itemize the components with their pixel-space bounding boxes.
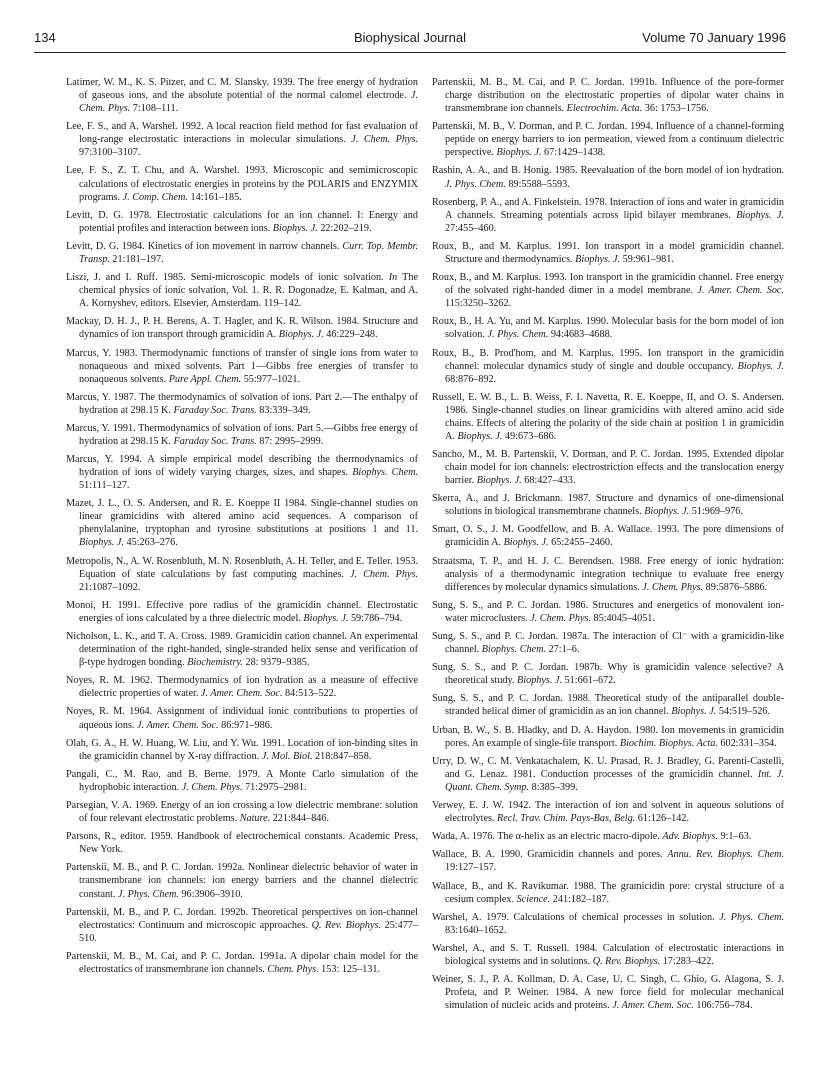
reference-text: Lee, F. S., and A. Warshel. 1992. A local reaction field method for fast evaluation of long-range electrostatic interactions in molecular simulations. xyxy=(66,121,418,146)
reference-citation: 61:126–142. xyxy=(635,813,689,825)
reference-citation: 49:673–686. xyxy=(502,430,557,442)
reference-journal: Biophys. J. xyxy=(303,612,349,624)
reference-text: Noyes, R. M. 1962. Thermodynamics of ion hydration as a measure of effective dielectric properties of water. xyxy=(66,675,418,700)
reference-entry xyxy=(432,692,784,718)
reference-citation: 71:2975–2981. xyxy=(242,781,307,793)
reference-citation: 51:661–672. xyxy=(562,675,616,687)
reference-text: Nicholson, L. K., and T. A. Cross. 1989. Gramicidin cation channel. An experimental determination of the right-handed, single-stranded helix sense and verification of β-type hydrogen bonding. xyxy=(66,631,418,669)
reference-entry xyxy=(432,271,784,310)
reference-entry xyxy=(66,768,418,794)
reference-text: Urry, D. W., C. M. Venkatachalem, K. U. Prasad, R. J. Bradley, G. Parenti-Castelli, and G. Lenaz. 1981. Conduction processes of the gramicidin channel. xyxy=(432,755,784,780)
reference-citation: 55:977–1021. xyxy=(241,373,301,385)
reference-entry xyxy=(432,120,784,159)
reference-citation: 8:385–399. xyxy=(529,781,578,793)
reference-citation: 83:339–349. xyxy=(256,404,311,416)
reference-journal: J. Phys. Chem. xyxy=(487,329,549,341)
reference-citation: 85:4045–4051. xyxy=(590,612,655,624)
reference-entry xyxy=(66,347,418,386)
reference-citation: 68:876–892. xyxy=(445,373,497,385)
reference-citation: 221:844–846. xyxy=(270,813,330,825)
reference-citation: 27:455–460. xyxy=(445,222,497,234)
reference-entry xyxy=(432,391,784,443)
reference-text: Partenskii, M. B., M. Cai, and P. C. Jordan. 1991b. Influence of the pore-former charge distribution on the electrostatic properties of dipolar water chains in transmembrane ion channels. xyxy=(432,77,784,115)
reference-text: Marcus, Y. 1991. Thermodynamics of solvation of ions. Part 5.—Gibbs free energy of hydration at 298.15 K. xyxy=(66,422,418,447)
reference-text: Russell, E. W. B., L. B. Weiss, F. I. Navetta, R. E. Koeppe, II, and O. S. Andersen. 1986. Single-channel studies on linear gramicidins with altered amino acid side chains. Effects of altering the polarity of the side chain at position 1 in gramicidin A. xyxy=(432,391,784,442)
reference-citation: 28: 9379–9385. xyxy=(242,657,310,669)
reference-text: Roux, B., and M. Karplus. 1991. Ion transport in a model gramicidin channel. Structure and thermodynamics. xyxy=(432,240,784,265)
reference-entry xyxy=(66,497,418,549)
reference-journal: Adv. Biophys. xyxy=(662,831,718,843)
reference-citation: 106:756–784. xyxy=(693,1000,753,1012)
volume-date: Volume 70 January 1996 xyxy=(642,30,786,45)
reference-journal: J. Chem. Phys. xyxy=(350,568,418,580)
reference-text: Urban, B. W., S. B. Hladky, and D. A. Haydon. 1980. Ion movements in gramicidin pores. An example of single-file transport. xyxy=(432,724,784,749)
reference-text: Verwey, E. J. W. 1942. The interaction of ion and solvent in aqueous solutions of electrolytes. xyxy=(432,800,784,825)
reference-text: Latimer, W. M., K. S. Pitzer, and C. M. Slansky. 1939. The free energy of hydration of gaseous ions, and the absolute potential of the normal calomel electrode. xyxy=(66,77,418,102)
reference-citation: 27:1–6. xyxy=(546,644,580,656)
reference-citation: 86:971–986. xyxy=(218,719,273,731)
reference-journal: Biophys. J. xyxy=(517,675,563,687)
reference-entry xyxy=(66,164,418,203)
reference-journal: J. Amer. Chem. Soc. xyxy=(697,285,784,297)
reference-entry xyxy=(432,755,784,794)
reference-citation: 218:847–858. xyxy=(312,750,372,762)
reference-journal: J. Comp. Chem. xyxy=(122,191,188,203)
reference-citation: 45:263–276. xyxy=(123,537,178,549)
reference-citation: 25:477–510. xyxy=(79,919,418,944)
reference-text: Wallace, B., and K. Ravikumar. 1988. The gramicidin pore: crystal structure of a cesium complex. xyxy=(432,880,784,905)
reference-citation: 67:1429–1438. xyxy=(541,147,606,159)
reference-journal: Biophys. J. xyxy=(272,222,318,234)
reference-journal: J. Mol. Biol. xyxy=(261,750,313,762)
reference-journal: Electrochim. Acta. xyxy=(566,103,643,115)
reference-text: Pangali, C., M. Rao, and B. Berne. 1979. A Monte Carlo simulation of the hydrophobic interaction. xyxy=(66,768,418,793)
reference-entry xyxy=(432,724,784,750)
reference-text: Warshel, A., and S. T. Russell. 1984. Calculation of electrostatic interactions in biological systems and in solutions. xyxy=(432,942,784,967)
reference-citation: 115:3250–3262. xyxy=(445,298,512,310)
reference-journal: In xyxy=(388,272,398,284)
reference-entry xyxy=(432,942,784,968)
reference-entry xyxy=(66,950,418,976)
reference-entry xyxy=(432,661,784,687)
reference-citation: 59:786–794. xyxy=(348,612,403,624)
reference-journal: Biophys. J. xyxy=(79,537,124,549)
reference-journal: J. Chem. Phys. xyxy=(181,781,243,793)
reference-journal: Biophys. Chem. xyxy=(352,467,418,479)
reference-text: Wada, A. 1976. The α-helix as an electric macro-dipole. xyxy=(432,831,663,843)
reference-entry xyxy=(432,599,784,625)
reference-citation: 14:161–185. xyxy=(187,191,242,203)
reference-entry xyxy=(66,630,418,669)
reference-text: Mackay, D. H. J., P. H. Berens, A. T. Hagler, and K. R. Wilson. 1984. Structure and dynamics of ion transport through gramicidin A. xyxy=(66,316,418,341)
reference-text: Partenskii, M. B., V. Dorman, and P. C. Jordan. 1994. Influence of a channel-forming peptide on energy barriers to ion permeation, viewed from a continuum dielectric perspective. xyxy=(432,121,784,159)
reference-entry xyxy=(432,492,784,518)
page-number: 134 xyxy=(34,30,56,45)
reference-text: Partenskii, M. B., M. Cai, and P. C. Jordan. 1991a. A dipolar chain model for the electrostatics of transmembrane ion channels. xyxy=(66,950,418,975)
reference-entry xyxy=(66,861,418,900)
reference-text: Rosenberg, P. A., and A. Finkelstein. 1978. Interaction of ions and water in gramicidin A channels. Streaming potentials across lipid bilayer membranes. xyxy=(432,196,784,221)
reference-journal: Q. Rev. Biophys. xyxy=(311,919,382,931)
reference-journal: Chem. Phys. xyxy=(267,963,319,975)
reference-entry xyxy=(66,76,418,115)
reference-journal: Biophys. J. xyxy=(575,253,621,265)
reference-citation: 21:1087–1092. xyxy=(79,581,141,593)
references-right-column xyxy=(432,76,784,1017)
reference-text: Roux, B., and M. Karplus. 1993. Ion transport in the gramicidin channel. Free energy of the solvated right-handed dimer in a model membrane. xyxy=(432,272,784,297)
reference-journal: J. Chem. Phys. xyxy=(79,90,418,115)
reference-text: Liszi, J. and I. Ruff. 1985. Semi-microscopic models of ionic solvation. xyxy=(66,272,389,284)
reference-journal: Biophys. J. xyxy=(457,430,503,442)
reference-entry xyxy=(66,240,418,266)
reference-journal: J. Amer. Chem. Soc. xyxy=(137,719,219,731)
reference-text: Sung, S. S., and P. C. Jordan. 1987a. The interaction of Cl⁻ with a gramicidin-like channel. xyxy=(432,631,784,656)
reference-text: Levitt, D. G. 1978. Electrostatic calculations for an ion channel. I: Energy and potential profiles and interaction between ions. xyxy=(66,209,418,234)
reference-text: Noyes, R. M. 1964. Assignment of individual ionic contributions to properties of aqueous ions. xyxy=(66,706,418,731)
reference-entry xyxy=(66,737,418,763)
reference-journal: Biophys. J. xyxy=(278,329,324,341)
reference-entry xyxy=(66,555,418,594)
reference-entry xyxy=(66,674,418,700)
reference-journal: Biophys. J. xyxy=(736,209,784,221)
reference-entry xyxy=(432,315,784,341)
reference-journal: J. Chem. Phys. xyxy=(530,612,591,624)
reference-entry xyxy=(432,973,784,1012)
reference-text: Roux, B., H. A. Yu, and M. Karplus. 1990. Molecular basis for the born model of ion solvation. xyxy=(432,316,784,341)
reference-entry xyxy=(432,555,784,594)
reference-citation: 96:3906–3910. xyxy=(178,888,243,900)
reference-text: Sung, S. S., and P. C. Jordan. 1986. Structures and energetics of monovalent ion-water microclusters. xyxy=(432,599,784,624)
reference-text: Olah, G. A., H. W. Huang, W. Liu, and Y. Wu. 1991. Location of ion-binding sites in the gramicidin channel by X-ray diffraction. xyxy=(66,737,418,762)
reference-entry xyxy=(66,422,418,448)
reference-journal: Biochemistry. xyxy=(187,657,243,669)
reference-entry xyxy=(66,906,418,945)
reference-entry xyxy=(66,453,418,492)
reference-journal: Nature. xyxy=(239,813,271,825)
reference-citation: 84:513–522. xyxy=(282,688,337,700)
header-rule xyxy=(34,52,786,53)
reference-entry xyxy=(66,599,418,625)
reference-text: Roux, B., B. Prod'hom, and M. Karplus. 1995. Ion transport in the gramicidin channel: molecular dynamics study of single and double occupancy. xyxy=(432,347,784,372)
reference-journal: Faraday Soc. Trans. xyxy=(173,404,257,416)
reference-citation: 22:202–219. xyxy=(317,222,372,234)
reference-text: Marcus, Y. 1994. A simple empirical model describing the thermodynamics of hydration of ions of widely varying charges, sizes, and shapes. xyxy=(66,454,418,479)
reference-journal: J. Phys. Chem. xyxy=(445,178,506,190)
reference-journal: Biophys. J. xyxy=(496,147,542,159)
reference-text: Weiner, S. J., P. A. Kollman, D. A. Case, U. C. Singh, C. Ghio, G. Alagona, S. J. Profeta, and P. Weiner. 1984. A new force field for molecular mechanical simulation of nucleic acids and proteins. xyxy=(432,974,784,1012)
reference-entry xyxy=(66,315,418,341)
reference-journal: J. Chem. Phys. xyxy=(351,134,419,146)
reference-citation: 7:108–111. xyxy=(130,103,179,115)
reference-journal: Pure Appl. Chem. xyxy=(168,373,242,385)
reference-journal: Recl. Trav. Chim. Pays-Bas, Belg. xyxy=(497,813,636,825)
reference-text: Smart, O. S., J. M. Goodfellow, and B. A. Wallace. 1993. The pore dimensions of gramicidin A. xyxy=(432,524,784,549)
reference-text: Parsegian, V. A. 1969. Energy of an ion crossing a low dielectric membrane: solution of four relevant electrostatic problems. xyxy=(66,800,418,825)
references-left-column xyxy=(66,76,418,981)
reference-text: Sancho, M., M. B. Partenskii, V. Dorman, and P. C. Jordan. 1995. Extended dipolar chain model for ion channels: electrostriction effects and the translocation energy barrier. xyxy=(432,449,784,487)
reference-journal: Biophys. J. xyxy=(644,506,690,518)
reference-entry xyxy=(432,240,784,266)
reference-entry xyxy=(432,76,784,115)
reference-journal: Annu. Rev. Biophys. Chem. xyxy=(667,849,785,861)
reference-citation: 89:5588–5593. xyxy=(505,178,570,190)
reference-text: Marcus, Y. 1987. The thermodynamics of solvation of ions. Part 2.—The enthalpy of hydration at 298.15 K. xyxy=(66,391,418,416)
reference-text: Levitt, D. G. 1984. Kinetics of ion movement in narrow channels. xyxy=(66,240,343,252)
reference-entry xyxy=(66,705,418,731)
reference-text: Partenskii, M. B., and P. C. Jordan. 1992b. Theoretical perspectives on ion-channel electrostatics: Continuum and microscopic approaches. xyxy=(66,906,418,931)
reference-entry xyxy=(432,347,784,386)
reference-citation: 19:127–157. xyxy=(445,862,497,874)
reference-citation: 36: 1753–1756. xyxy=(642,103,709,115)
reference-text: Rashin, A. A., and B. Honig. 1985. Reevaluation of the born model of ion hydration. xyxy=(432,165,784,177)
reference-text: Straatsma, T. P., and H. J. C. Berendsen. 1988. Free energy of ionic hydration: analysis of a thermodynamic integration technique to evaluate free energy differences by molecular dynamics simulations. xyxy=(432,555,784,593)
reference-citation: 46:229–248. xyxy=(323,329,378,341)
reference-journal: Science. xyxy=(516,893,551,905)
reference-citation: 51:111–127. xyxy=(79,480,130,492)
reference-text: Metropolis, N., A. W. Rosenbluth, M. N. Rosenbluth, A. H. Teller, and E. Teller. 1953. Equation of state calculations by fast computing machines. xyxy=(66,555,418,580)
reference-entry xyxy=(66,120,418,159)
reference-journal: Biophys. J. xyxy=(476,475,522,487)
reference-journal: Biophys. J. xyxy=(671,706,717,718)
reference-entry xyxy=(66,799,418,825)
reference-text: Partenskii, M. B., and P. C. Jordan. 1992a. Nonlinear dielectric behavior of water in transmembrane ion channels: ion energy barriers and the channel dielectric constant. xyxy=(66,862,418,900)
reference-citation: 153: 125–131. xyxy=(318,963,381,975)
reference-journal: J. Phys. Chem. xyxy=(118,888,179,900)
reference-citation: 51:969–976. xyxy=(689,506,743,518)
reference-entry xyxy=(432,196,784,235)
reference-citation: 87: 2995–2999. xyxy=(256,435,324,447)
reference-entry xyxy=(432,848,784,874)
reference-citation: 241:182–187. xyxy=(550,893,610,905)
reference-citation: 65:2455–2460. xyxy=(548,537,613,549)
reference-citation: 89:5876–5886. xyxy=(703,581,768,593)
reference-journal: Biochim. Biophys. Acta. xyxy=(619,737,718,749)
reference-citation: 83:1640–1652. xyxy=(445,924,507,936)
reference-entry xyxy=(66,209,418,235)
reference-entry xyxy=(432,799,784,825)
reference-citation: 21:181–197. xyxy=(109,253,164,265)
reference-citation: 97:3100–3107. xyxy=(79,147,141,159)
reference-text: Monoi, H. 1991. Effective pore radius of the gramicidin channel. Electrostatic energies of ions calculated by a three dielectric model. xyxy=(66,599,418,624)
reference-journal: J. Phys. Chem. xyxy=(719,911,784,923)
reference-entry xyxy=(432,164,784,190)
reference-entry xyxy=(66,271,418,310)
reference-text: Wallace, B. A. 1990. Gramicidin channels and pores. xyxy=(432,849,668,861)
reference-entry xyxy=(66,391,418,417)
reference-text: Sung, S. S., and P. C. Jordan. 1988. Theoretical study of the antiparallel double-stranded helical dimer of gramicidin as an ion channel. xyxy=(432,693,784,718)
reference-journal: Faraday Soc. Trans. xyxy=(173,435,257,447)
reference-text: Skerra, A., and J. Brickmann. 1987. Structure and dynamics of one-dimensional solutions in biological transmembrane channels. xyxy=(432,493,784,518)
reference-journal: J. Chem. Phys. xyxy=(642,581,704,593)
reference-entry xyxy=(432,880,784,906)
reference-entry xyxy=(432,448,784,487)
reference-citation: 94:4683–4688. xyxy=(548,329,613,341)
reference-journal: J. Amer. Chem. Soc. xyxy=(612,1000,694,1012)
reference-citation: 68:427–433. xyxy=(521,475,576,487)
reference-text: Sung, S. S., and P. C. Jordan. 1987b. Why is gramicidin valence selective? A theoretical study. xyxy=(432,662,784,687)
reference-citation: 602:331–354. xyxy=(717,737,777,749)
reference-citation: 17:283–422. xyxy=(660,955,714,967)
reference-journal: Q. Rev. Biophys. xyxy=(592,955,661,967)
journal-name: Biophysical Journal xyxy=(353,30,466,45)
reference-text: Lee, F. S., Z. T. Chu, and A. Warshel. 1993. Microscopic and semimicroscopic calculations of electrostatic energies in proteins by the POLARIS and ENZYMIX programs. xyxy=(66,165,418,203)
reference-entry xyxy=(66,830,418,856)
reference-journal: Biophys. J. xyxy=(737,360,784,372)
reference-journal: Int. J. Quant. Chem. Symp. xyxy=(445,768,784,793)
reference-text: Warshel, A. 1979. Calculations of chemical processes in solution. xyxy=(432,911,720,923)
reference-journal: J. Amer. Chem. Soc. xyxy=(200,688,283,700)
reference-journal: Curr. Top. Membr. Transp. xyxy=(79,240,418,265)
reference-entry xyxy=(432,830,784,843)
reference-citation: 54:519–526. xyxy=(716,706,771,718)
reference-citation: 9:1–63. xyxy=(717,831,752,843)
reference-journal: Biophys. J. xyxy=(503,537,549,549)
reference-text: Mazet, J. L., O. S. Andersen, and R. E. Koeppe II 1984. Single-channel studies on linear gramicidins with altered amino acid sequences. A comparison of phenylalanine, tryptophan and tyrosine substitutions at positions 1 and 11. xyxy=(66,498,418,536)
page-header xyxy=(34,28,786,50)
reference-citation: 59:961–981. xyxy=(620,253,674,265)
reference-entry xyxy=(432,523,784,549)
reference-text: Parsons, R., editor. 1959. Handbook of electrochemical constants. Academic Press, New York. xyxy=(66,831,418,856)
reference-entry xyxy=(432,911,784,937)
reference-citation: The chemical physics of ionic solvation, Vol. 1. R. R. Dogonadze, E. Kalman, and A. A. Kornyshev, editors. Elsevier, Amsterdam. 119–142. xyxy=(79,272,418,310)
reference-journal: Biophys. Chem. xyxy=(481,644,547,656)
reference-text: Marcus, Y. 1983. Thermodynamic functions of transfer of single ions from water to nonaqueous and mixed solvents. Part 1—Gibbs free energies of transfer to nonaqueous solvents. xyxy=(66,347,418,385)
reference-entry xyxy=(432,630,784,656)
